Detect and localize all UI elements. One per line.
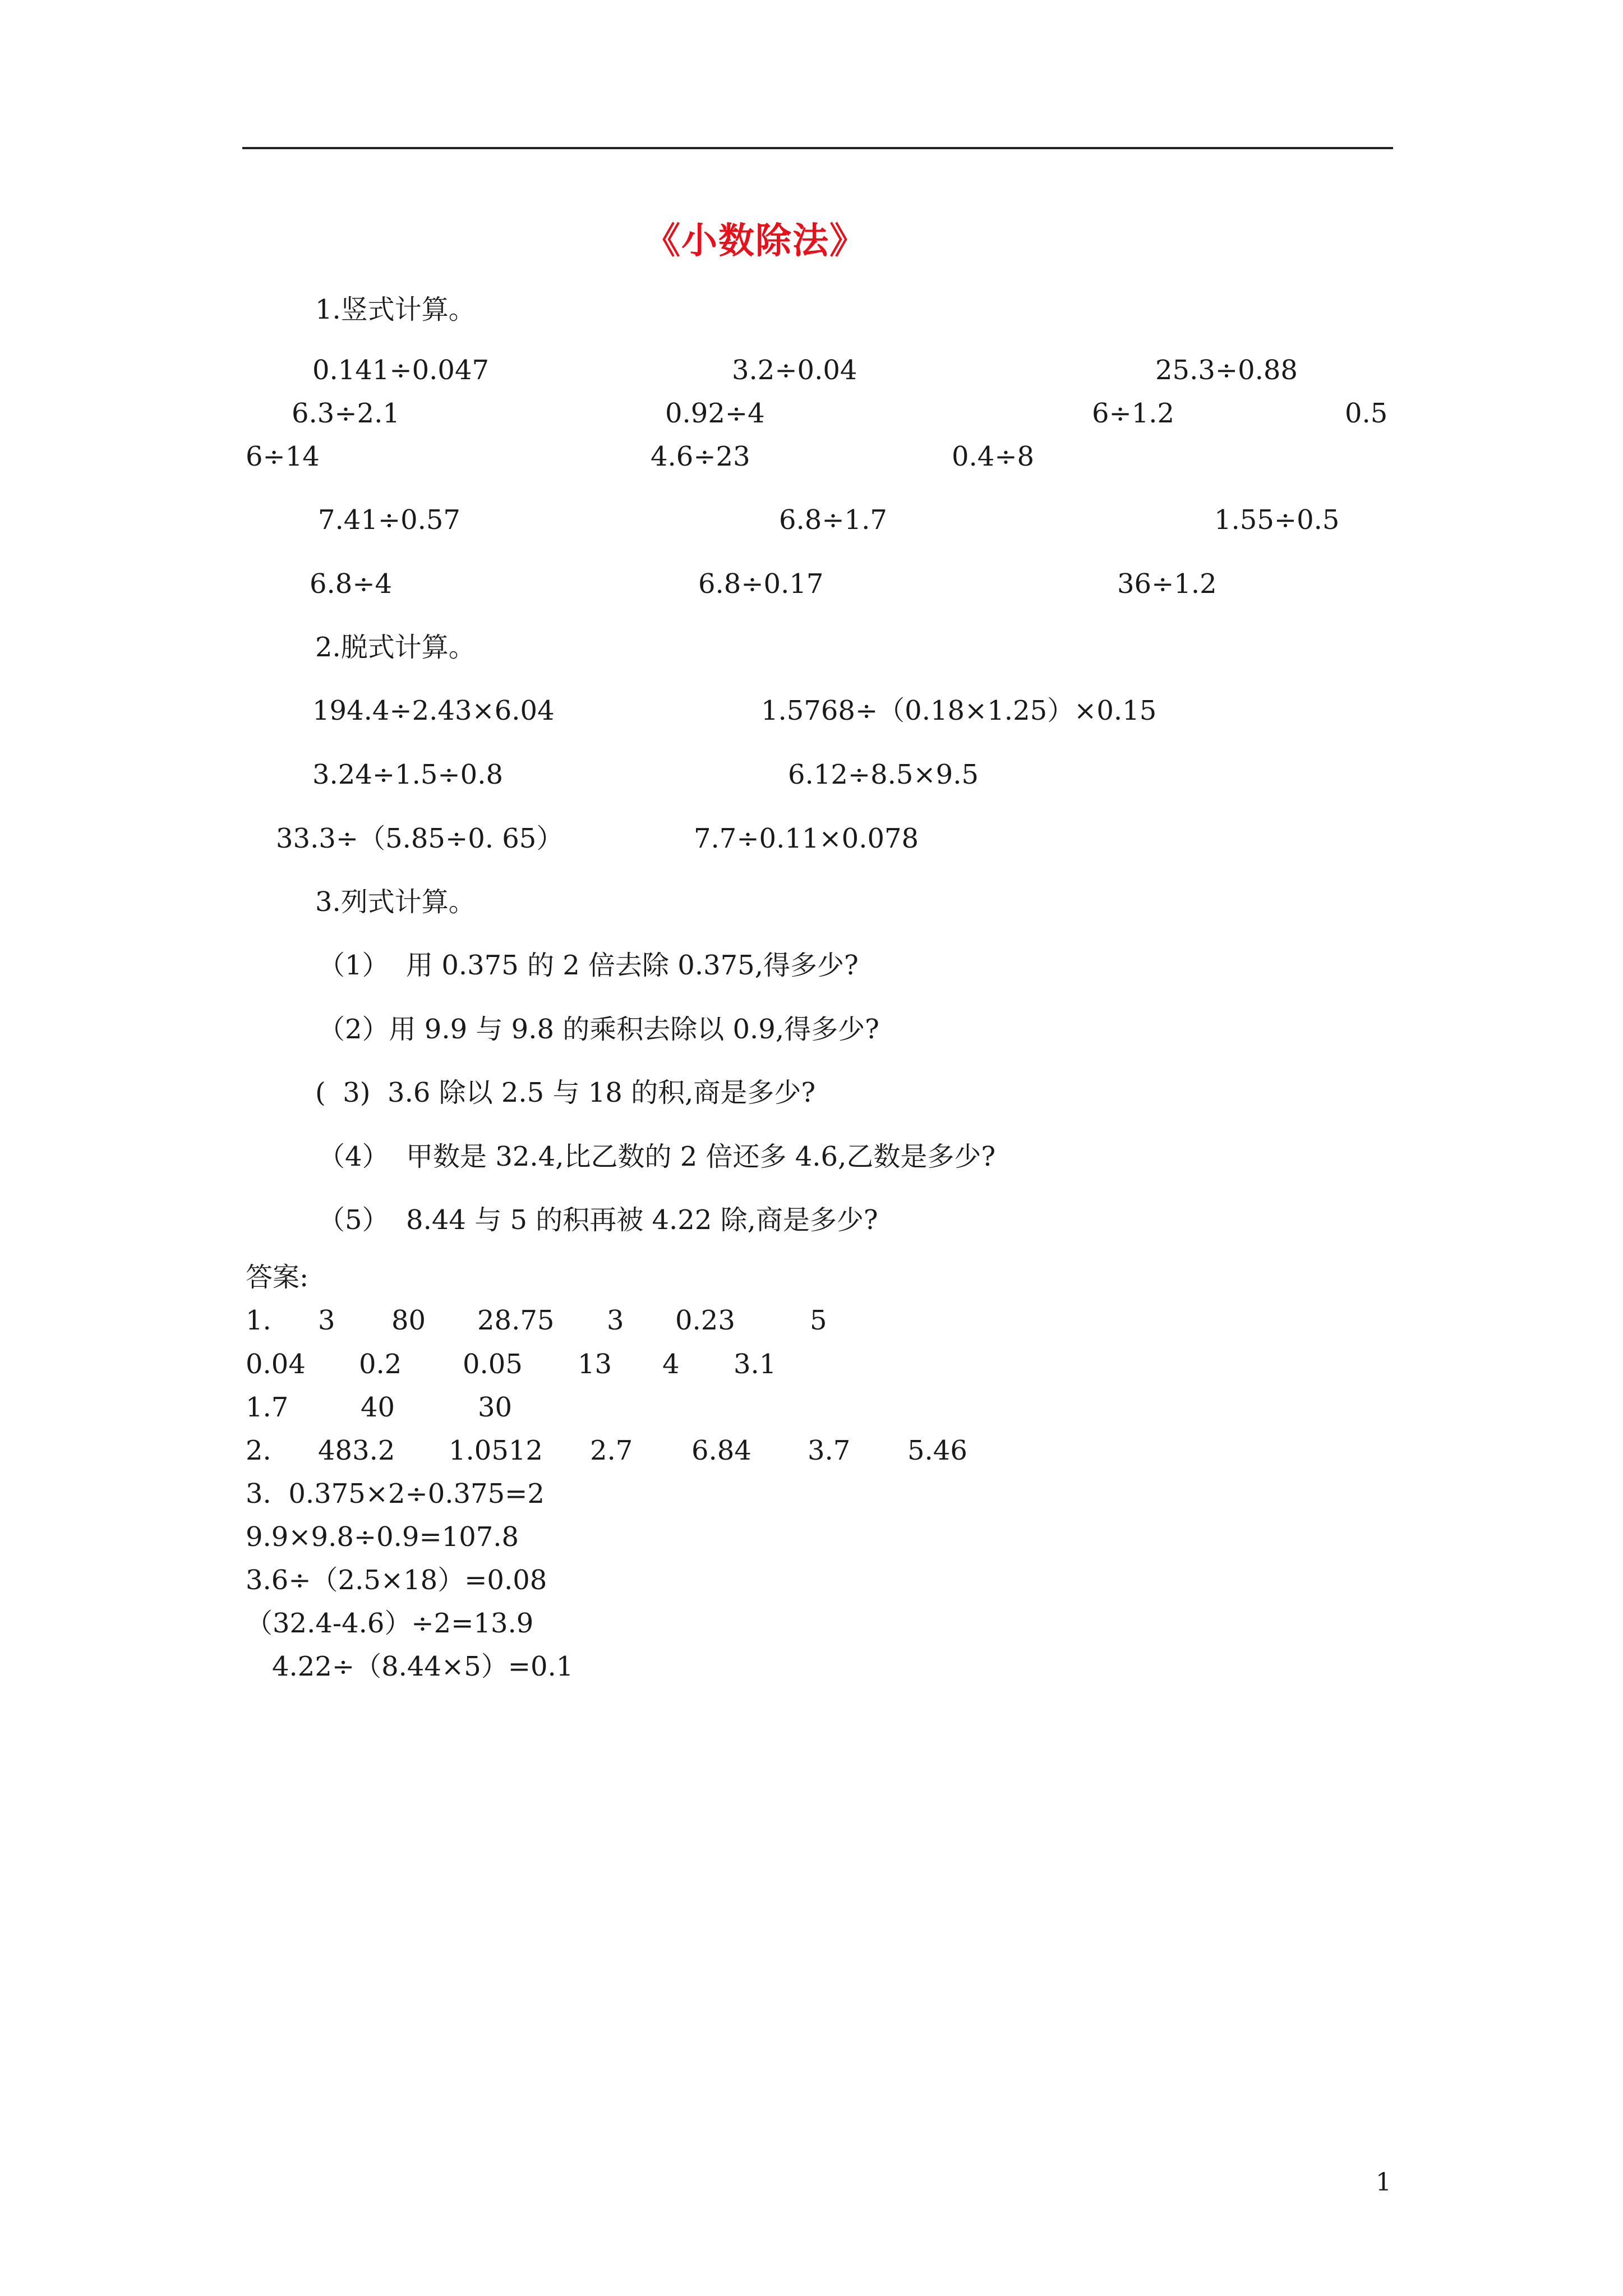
q2-item: 194.4÷2.43×6.04 xyxy=(312,695,555,726)
answer-line: 4.22÷（8.44×5）=0.1 xyxy=(272,1651,574,1682)
answer-value: 0.23 xyxy=(675,1305,735,1336)
answer-line: 9.9×9.8÷0.9=107.8 xyxy=(246,1521,519,1553)
q2-item: 1.5768÷（0.18×1.25）×0.15 xyxy=(761,695,1157,726)
q1-item: 6÷14 xyxy=(246,441,320,472)
answer-value: 2. xyxy=(246,1435,271,1466)
answers-heading: 答案: xyxy=(246,1262,309,1293)
q2-item: 6.12÷8.5×9.5 xyxy=(788,759,979,790)
q1-item: 25.3÷0.88 xyxy=(1155,355,1298,386)
answer-value: 6.84 xyxy=(691,1435,751,1466)
answer-value: 3.7 xyxy=(808,1435,851,1466)
answer-value: 1.0512 xyxy=(449,1435,543,1466)
q2-item: 7.7÷0.11×0.078 xyxy=(694,823,919,854)
q2-item: 3.24÷1.5÷0.8 xyxy=(312,759,503,790)
answer-value: 0.04 xyxy=(246,1349,306,1380)
answer-value: 3 xyxy=(607,1305,624,1336)
answer-value: 0.05 xyxy=(463,1349,523,1380)
q1-item: 3.2÷0.04 xyxy=(732,355,857,386)
answer-value: 3.1 xyxy=(734,1349,777,1380)
answer-value: 2.7 xyxy=(590,1435,633,1466)
section-1-heading: 1.竖式计算。 xyxy=(315,294,476,325)
answer-value: 0.2 xyxy=(359,1349,402,1380)
answer-value: 80 xyxy=(391,1305,426,1336)
answer-value: 30 xyxy=(478,1392,513,1423)
q1-item: 4.6÷23 xyxy=(651,441,750,472)
section-2-heading: 2.脱式计算。 xyxy=(315,632,476,663)
q1-item: 1.55÷0.5 xyxy=(1214,504,1340,536)
q3-item: （5） 8.44 与 5 的积再被 4.22 除,商是多少? xyxy=(318,1204,878,1236)
q1-item: 7.41÷0.57 xyxy=(318,504,460,536)
answer-value: 1.7 xyxy=(246,1392,289,1423)
answer-value: 3 xyxy=(318,1305,335,1336)
answer-value: 40 xyxy=(361,1392,395,1423)
q3-item: （1） 用 0.375 的 2 倍去除 0.375,得多少? xyxy=(318,950,859,981)
answer-value: 5.46 xyxy=(907,1435,967,1466)
q1-item: 36÷1.2 xyxy=(1117,568,1217,600)
q1-item: 6.8÷4 xyxy=(310,568,393,600)
q1-item: 0.141÷0.047 xyxy=(312,355,490,386)
page-number: 1 xyxy=(1376,2168,1391,2197)
answer-line: 3.6÷（2.5×18）=0.08 xyxy=(246,1565,547,1596)
q3-item: （4） 甲数是 32.4,比乙数的 2 倍还多 4.6,乙数是多少? xyxy=(318,1141,996,1172)
answer-value: 483.2 xyxy=(318,1435,395,1466)
answer-value: 4 xyxy=(662,1349,680,1380)
header-rule xyxy=(242,147,1393,149)
q3-item: ( 3) 3.6 除以 2.5 与 18 的积,商是多少? xyxy=(315,1077,816,1108)
q1-item: 0.4÷8 xyxy=(952,441,1035,472)
q1-item: 6÷1.2 xyxy=(1092,398,1175,429)
answer-line: （32.4-4.6）÷2=13.9 xyxy=(246,1608,534,1639)
answer-value: 28.75 xyxy=(477,1305,555,1336)
q1-item: 6.8÷0.17 xyxy=(698,568,824,600)
answer-line: 3. 0.375×2÷0.375=2 xyxy=(246,1478,545,1510)
answer-value: 13 xyxy=(578,1349,612,1380)
q3-item: （2）用 9.9 与 9.8 的乘积去除以 0.9,得多少? xyxy=(318,1014,879,1045)
answer-value: 5 xyxy=(810,1305,827,1336)
q2-item: 33.3÷（5.85÷0. 65） xyxy=(276,823,564,854)
section-3-heading: 3.列式计算。 xyxy=(315,886,476,918)
page-title: 《小数除法》 xyxy=(644,220,866,262)
q1-item: 6.8÷1.7 xyxy=(779,504,887,536)
q1-item: 6.3÷2.1 xyxy=(292,398,400,429)
q1-item: 0.92÷4 xyxy=(665,398,765,429)
answer-value: 1. xyxy=(246,1305,271,1336)
q1-item: 0.5 xyxy=(1345,398,1388,429)
